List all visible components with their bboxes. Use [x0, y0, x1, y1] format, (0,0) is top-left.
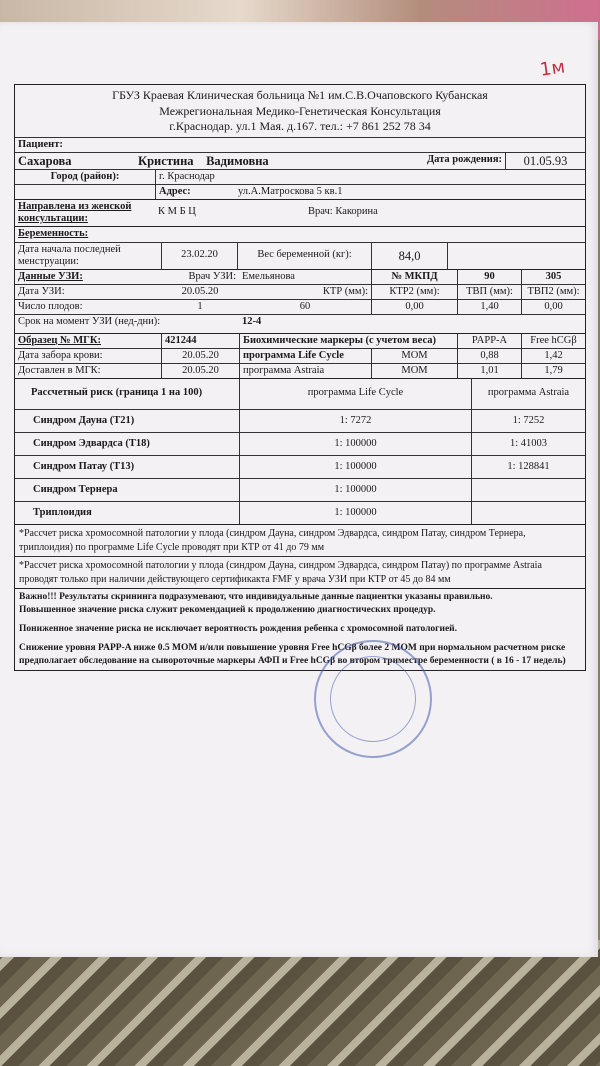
- term-label: Срок на момент УЗИ (нед-дни):: [18, 315, 161, 327]
- risk-lc-turner: 1: 100000: [239, 479, 471, 501]
- risk-row-t21: [15, 409, 585, 432]
- doctor-value: Какорина: [335, 206, 378, 218]
- risk-lc-triploidy: 1: 100000: [239, 502, 471, 524]
- risk-lc-t18: 1: 100000: [239, 433, 471, 455]
- address-label: Адрес:: [155, 185, 235, 199]
- risk-as-triploidy: [471, 502, 585, 524]
- pregnancy-row: [15, 242, 585, 269]
- program-1-label: программа Life Cycle: [239, 349, 371, 363]
- tvp-label: ТВП (мм):: [457, 285, 521, 299]
- risk-col-life-cycle: программа Life Cycle: [239, 379, 471, 409]
- city-row: [15, 169, 585, 184]
- sample-header-row: [15, 333, 585, 348]
- patient-name: Кристина: [138, 153, 194, 168]
- hcg-value-2: 1,79: [521, 364, 585, 378]
- us-doctor-value: Емельянова: [242, 270, 295, 282]
- important-line-3: Пониженное значение риска не исключает вероятность рождения ребенка с хромосомной патологией.: [19, 624, 458, 635]
- mkpd-value-1: 90: [457, 270, 521, 284]
- tvp2-value: 0,00: [521, 300, 585, 314]
- risk-row-turner: [15, 478, 585, 501]
- patient-surname: Сахарова: [18, 153, 72, 168]
- address-spacer: [15, 185, 155, 199]
- header-line-1: ГБУЗ Краевая Клиническая больница №1 им.С.В.Очаповского Кубанская: [112, 88, 488, 102]
- risk-label-t21: Синдром Дауна (T21): [33, 415, 135, 427]
- ultrasound-label: Данные УЗИ:: [18, 270, 83, 282]
- tvp2-label: ТВП2 (мм):: [521, 285, 585, 299]
- address-row: [15, 184, 585, 199]
- pregnancy-empty: [447, 243, 585, 269]
- city-label: Город (район):: [50, 171, 120, 183]
- delivered-row: [15, 363, 585, 378]
- mom-label-1: МОМ: [371, 349, 457, 363]
- mom-label-2: МОМ: [371, 364, 457, 378]
- risk-lc-t13: 1: 100000: [239, 456, 471, 478]
- weight-value: 84,0: [371, 243, 447, 269]
- note-life-cycle: *Рассчет риска хромосомной патологии у плода (синдром Дауна, синдром Эдвардса, синдром Патау, синдром Тернера, триплоидия) по программе Life Cycle проводят при КТР от 41 до 79 мм: [15, 524, 585, 556]
- pregnancy-label: Беременность:: [18, 228, 89, 240]
- ktr2-label: КТР2 (мм):: [371, 285, 457, 299]
- risk-as-turner: [471, 479, 585, 501]
- weight-label: Вес беременной (кг):: [237, 243, 371, 269]
- us-date-label: Дата УЗИ:: [18, 285, 65, 297]
- referral-value: К М Б Ц: [158, 206, 196, 218]
- blood-date-value: 20.05.20: [161, 349, 239, 363]
- hcg-value-1: 1,42: [521, 349, 585, 363]
- papp-value-1: 0,88: [457, 349, 521, 363]
- markers-label: Биохимические маркеры (с учетом веса): [239, 334, 457, 348]
- background-fabric: [0, 940, 600, 1066]
- term-row: [15, 314, 585, 329]
- risk-col-astraia: программа Astraia: [471, 379, 585, 409]
- risk-lc-t21: 1: 7272: [239, 410, 471, 432]
- referral-label: Направлена из женской консультации:: [18, 201, 132, 225]
- us-doctor-label: Врач УЗИ:: [188, 270, 236, 282]
- important-line-1: Важно!!! Результаты скрининга подразумевают, что индивидуальные данные пациентки указаны правильно.: [19, 592, 493, 603]
- pregnancy-label-row: [15, 226, 585, 241]
- risk-label-triploidy: Триплоидия: [33, 507, 92, 519]
- us-date-value: 20.05.20: [181, 285, 219, 297]
- important-line-4: Снижение уровня PAPP-A ниже 0.5 МОМ и/или повышение уровня Free hCGβ более 2 МОМ при нормальном расчетном риске предполагает обследование на сывороточные маркеры АФП и Free hCGβ во втором триместре беременности ( в 16 - 17 недель): [19, 642, 566, 666]
- mkpd-value-2: 305: [521, 270, 585, 284]
- ktr2-value: 0,00: [371, 300, 457, 314]
- mkpd-label: № МКПД: [371, 270, 457, 284]
- risk-row-t18: [15, 432, 585, 455]
- tvp-value: 1,40: [457, 300, 521, 314]
- doctor-label: Врач:: [308, 206, 333, 218]
- term-value: 12-4: [242, 315, 262, 327]
- sample-number: 421244: [161, 334, 239, 348]
- hcg-label: Free hCGβ: [521, 334, 585, 348]
- lmp-value: 23.02.20: [161, 243, 237, 269]
- ktr-label: КТР (мм):: [322, 285, 368, 297]
- fetus-label: Число плодов:: [18, 300, 83, 312]
- risk-as-t18: 1: 41003: [471, 433, 585, 455]
- papp-label: PAPP-A: [457, 334, 521, 348]
- dob-label: Дата рождения:: [426, 153, 502, 165]
- patient-name-row: [15, 152, 585, 169]
- program-2-label: программа Astraia: [239, 364, 371, 378]
- round-stamp: [314, 640, 432, 758]
- patient-label: Пациент:: [18, 138, 63, 150]
- screening-form: [14, 84, 586, 671]
- patient-label-row: [15, 137, 585, 152]
- blood-date-label: Дата забора крови:: [18, 349, 103, 361]
- note-astraia: *Рассчет риска хромосомной патологии у плода (синдром Дауна, синдром Эдвардса, синдром Патау) по программе Astraia проводят только при наличии действующего сертификакта FMF у врача УЗИ при КТР от 45 до 84 мм: [15, 556, 585, 588]
- address-value: ул.А.Матроскова 5 кв.1: [238, 186, 343, 198]
- risk-as-t21: 1: 7252: [471, 410, 585, 432]
- risk-header-row: [15, 378, 585, 409]
- important-block: [15, 588, 585, 669]
- risk-header-label: Рассчетный риск (граница 1 на 100): [31, 387, 203, 399]
- lmp-label: Дата начала последней менструации:: [18, 243, 121, 267]
- patient-given-names: [135, 153, 335, 169]
- risk-row-t13: [15, 455, 585, 478]
- risk-row-triploidy: [15, 501, 585, 524]
- header-line-3: г.Краснодар. ул.1 Мая. д.167. тел.: +7 861 252 78 34: [169, 119, 431, 134]
- handwritten-page-mark: 1м: [538, 56, 567, 81]
- important-line-2: Повышенное значение риска служит рекомендацией к продолжению диагностических процедур.: [19, 605, 436, 616]
- referral-doctor: [305, 200, 585, 226]
- sample-label: Образец № МГК:: [18, 334, 101, 346]
- referral-row: [15, 199, 585, 226]
- papp-value-2: 1,01: [457, 364, 521, 378]
- fetus-value: 1: [197, 300, 203, 312]
- hospital-header: [15, 85, 585, 137]
- city-value: г. Краснодар: [155, 170, 585, 184]
- risk-label-t13: Синдром Патау (T13): [33, 461, 135, 473]
- ultrasound-date-row: [15, 284, 585, 299]
- ultrasound-values-row: [15, 299, 585, 314]
- delivered-label: Доставлен в МГК:: [18, 365, 101, 377]
- ktr-value: 60: [299, 300, 311, 312]
- risk-label-turner: Синдром Тернера: [33, 484, 118, 496]
- header-line-2: Межрегиональная Медико-Генетическая Консультация: [159, 103, 441, 118]
- blood-date-row: [15, 348, 585, 363]
- dob-value: 01.05.93: [505, 153, 585, 169]
- risk-label-t18: Синдром Эдвардса (T18): [33, 438, 150, 450]
- ultrasound-header-row: [15, 269, 585, 284]
- patient-patronymic: Вадимовна: [206, 153, 269, 168]
- delivered-value: 20.05.20: [161, 364, 239, 378]
- risk-as-t13: 1: 128841: [471, 456, 585, 478]
